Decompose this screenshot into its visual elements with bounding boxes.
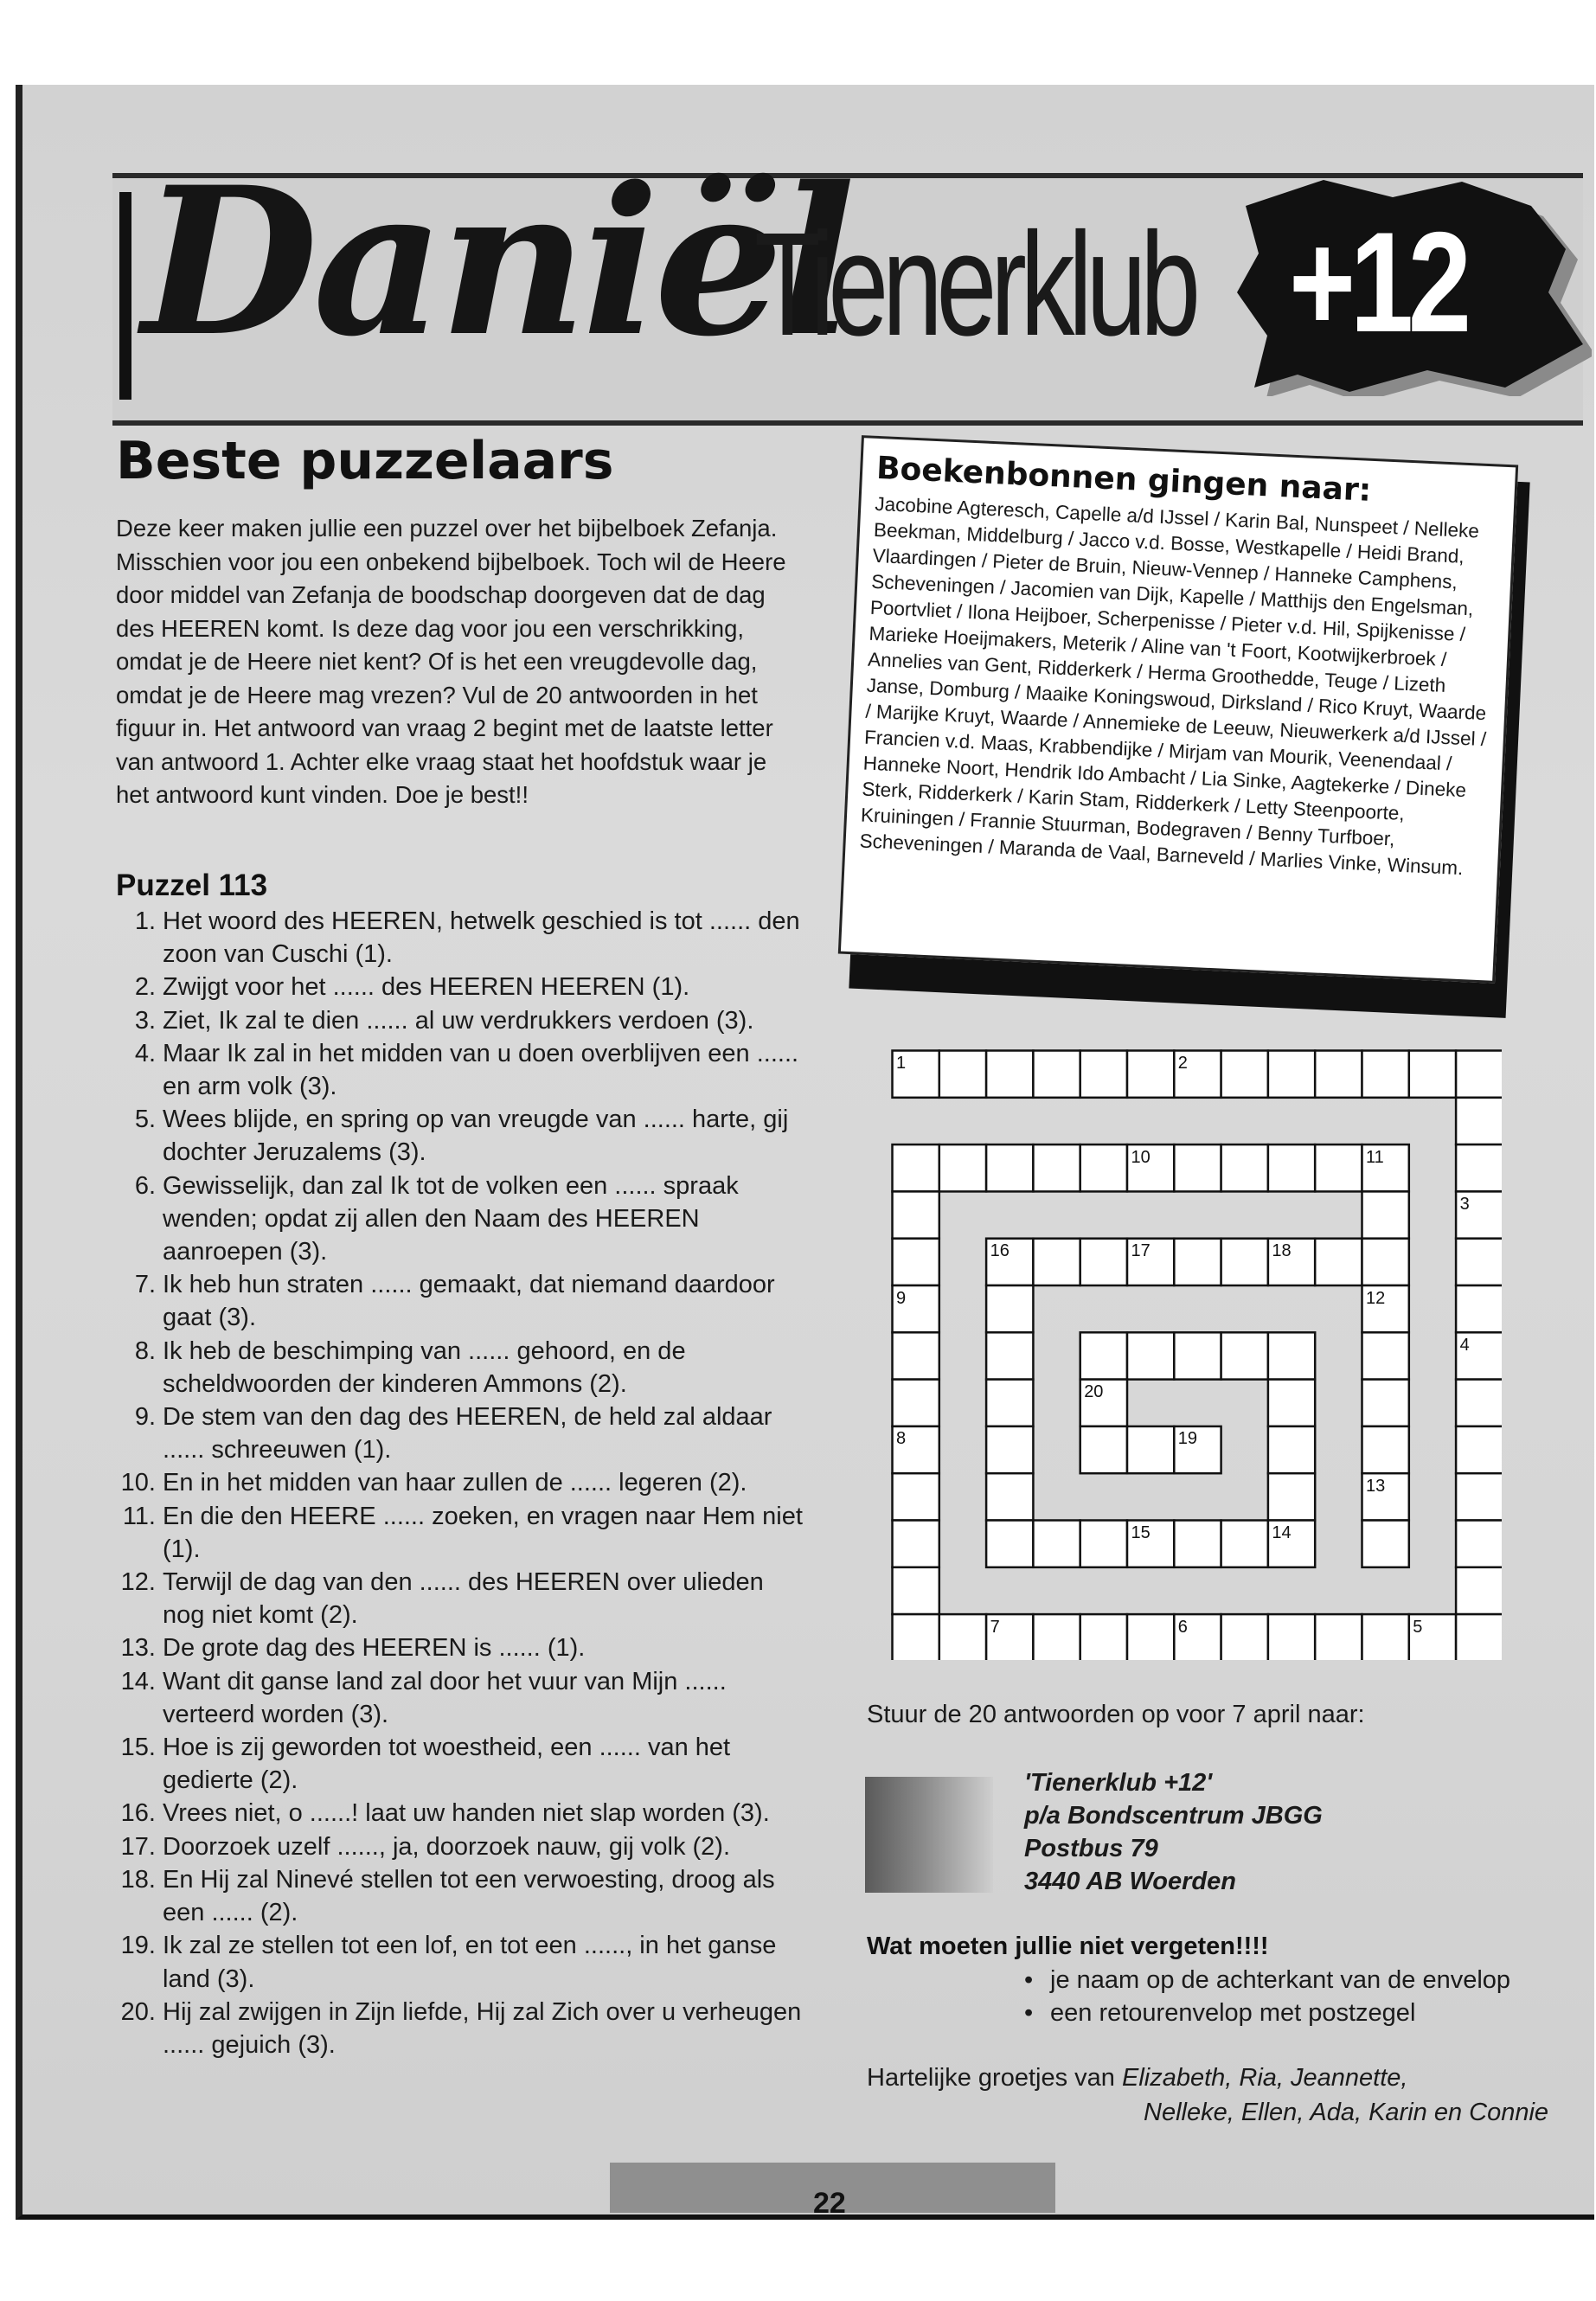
- question-item: [118, 1731, 810, 1797]
- grid-number: 10: [1131, 1147, 1151, 1167]
- question-number: 13.: [120, 1634, 156, 1663]
- question-text: Het woord des HEEREN, hetwelk geschied is tot ...... den zoon van Cuschi (1).: [163, 907, 800, 969]
- greeting-names-continued: Nelleke, Ellen, Ada, Karin en Connie: [1144, 2099, 1549, 2126]
- question-item: [118, 1996, 810, 2061]
- grid-number: 16: [990, 1241, 1010, 1261]
- question-text: Ik heb de beschimping van ...... gehoord, en de scheldwoorden der kinderen Ammons (2).: [163, 1336, 686, 1398]
- question-text: Gewisselijk, dan zal Ik tot de volken een ...... spraak wenden; opdat zij allen den Naam des HEEREN aanroepen (3).: [163, 1171, 739, 1266]
- question-number: 6.: [134, 1171, 156, 1200]
- question-item: [118, 1863, 810, 1929]
- grid-number: 2: [1177, 1054, 1188, 1073]
- question-item: [118, 1400, 810, 1466]
- question-number: 16.: [120, 1799, 156, 1828]
- reminder-item: • een retourenvelop met postzegel: [1021, 1997, 1510, 2029]
- question-item: [118, 905, 810, 971]
- grid-number: 7: [990, 1617, 1000, 1637]
- question-number: 11.: [122, 1502, 156, 1530]
- question-text: Want dit ganse land zal door het vuur van Mijn ...... verteerd worden (3).: [163, 1667, 727, 1728]
- reminder-item: • je naam op de achterkant van de envelop: [1021, 1964, 1510, 1997]
- page-number: 22: [813, 2187, 846, 2220]
- question-text: De grote dag des HEEREN is ...... (1).: [163, 1634, 586, 1663]
- intro-title: Beste puzzelaars: [116, 431, 614, 491]
- grid-number: 8: [896, 1429, 907, 1449]
- send-instruction: Stuur de 20 antwoorden op voor 7 april naar:: [867, 1701, 1365, 1728]
- question-number: 15.: [120, 1734, 156, 1762]
- winners-title: Boekenbonnen gingen naar:: [875, 450, 1373, 509]
- grid-number: 20: [1084, 1382, 1104, 1402]
- question-text: Hij zal zwijgen in Zijn liefde, Hij zal Zich over u verheugen ...... gejuich (3).: [163, 1997, 802, 2059]
- question-number: 7.: [134, 1271, 156, 1299]
- question-text: Terwijl de dag van den ...... des HEEREN over ulieden nog niet komt (2).: [163, 1568, 764, 1630]
- question-text: Zwijgt voor het ...... des HEEREN HEEREN (1).: [163, 973, 690, 1002]
- crossword-numbers: [891, 1049, 1502, 1660]
- question-item: [118, 1929, 810, 1995]
- reminder-title: Wat moeten jullie niet vergeten!!!!: [867, 1932, 1269, 1960]
- question-number: 4.: [134, 1039, 156, 1067]
- question-text: Hoe is zij geworden tot woestheid, een ...... van het gedierte (2).: [163, 1734, 731, 1795]
- question-item: [118, 1830, 810, 1863]
- question-number: 2.: [134, 973, 156, 1002]
- question-item: [118, 1665, 810, 1731]
- banner-bar: [119, 192, 131, 400]
- logo-script-daniel: Daniël: [142, 143, 850, 381]
- question-text: En die den HEERE ...... zoeken, en vragen naar Hem niet (1).: [163, 1502, 803, 1563]
- question-item: [118, 1631, 810, 1664]
- question-number: 19.: [120, 1932, 156, 1960]
- question-text: En in het midden van haar zullen de ...... legeren (2).: [163, 1469, 747, 1497]
- grid-number: 14: [1272, 1523, 1292, 1542]
- intro-text: Deze keer maken jullie een puzzel over het bijbelboek Zefanja. Misschien voor jou een onbekend bijbelboek. Toch wil de Heere door middel van Zefanja de boodschap doorgeven dat de dag des HEEREN komt. Is deze dag voor jou een verschrikking, omdat je de Heere niet kent? Of is het een vreugdevolle dag, omdat je de Heere mag vrezen? Vul de 20 antwoorden in het figuur in. Het antwoord van vraag 2 begint met de laatste letter van antwoord 1. Achter elke vraag staat het hoofdstuk waar je het antwoord kunt vinden. Doe je best!!: [116, 515, 786, 808]
- question-number: 12.: [120, 1568, 156, 1597]
- grid-number: 17: [1131, 1241, 1151, 1261]
- question-text: En Hij zal Ninevé stellen tot een verwoesting, droog als een ...... (2).: [163, 1865, 775, 1927]
- question-number: 18.: [120, 1865, 156, 1894]
- header-banner: [112, 143, 1583, 426]
- grid-number: 15: [1131, 1523, 1151, 1542]
- question-number: 9.: [134, 1403, 156, 1432]
- winners-list: Jacobine Agteresch, Capelle a/d IJssel / Karin Bal, Nunspeet / Nelleke Beekman, Middelburg / Jacco v.d. Bosse, Westkapelle / Heidi Brand, Vlaardingen / Pieter de Bruin, Nieuw-Vennep / Hanneke Camphens, Scheveningen / Jacomien van Dijk, Kapelle / Matthijs den Engelsman, Poortvliet / Ilona Heijboer, Scherpenisse / Pieter v.d. Hil, Spijkenisse / Marieke Hoeijmakers, Meterik / Aline van 't Foort, Kootwijkerbroek / Annelies van Gent, Ridderkerk / Herma Groothedde, Teuge / Lizeth Janse, Domburg / Maaike Koningswoud, Dirksland / Rico Kruyt, Waarde / Marijke Kruyt, Waarde / Annemieke de Leeuw, Nieuwerkerk a/d IJssel / Francien v.d. Maas, Krabbendijke / Mirjam van Mourik, Veenendaal / Hanneke Noort, Hendrik Ido Ambacht / Lia Sinke, Aagtekerke / Dineke Sterk, Ridderkerk / Karin Stam, Ridderkerk / Letty Steenpoorte, Kruiningen / Frannie Stuurman, Bodegraven / Benny Turfboer, Scheveningen / Maranda de Vaal, Barneveld / Marlies Vinke, Winsum.: [859, 492, 1487, 880]
- question-number: 10.: [120, 1469, 156, 1497]
- question-number: 14.: [120, 1667, 156, 1695]
- grid-number: 3: [1459, 1194, 1470, 1214]
- question-number: 17.: [120, 1832, 156, 1861]
- address-decoration: [865, 1777, 993, 1893]
- question-item: [118, 1335, 810, 1400]
- grid-number: 18: [1272, 1241, 1292, 1261]
- grid-number: 9: [896, 1288, 907, 1308]
- grid-number: 13: [1366, 1476, 1386, 1496]
- address-line: 'Tienerklub +12': [1024, 1769, 1213, 1797]
- question-number: 5.: [134, 1106, 156, 1134]
- address-line: p/a Bondscentrum JBGG: [1024, 1802, 1323, 1830]
- puzzle-title: Puzzel 113: [116, 868, 268, 902]
- question-item: [118, 1466, 810, 1499]
- question-number: 8.: [134, 1336, 156, 1365]
- question-text: Wees blijde, en spring op van vreugde van ...... harte, gij dochter Jeruzalems (3).: [163, 1106, 789, 1167]
- question-item: [118, 1500, 810, 1566]
- logo-tienerklub: Tienerklub: [754, 202, 1195, 367]
- question-number: 1.: [134, 907, 156, 935]
- reminder-list: [1021, 1964, 1510, 2029]
- question-text: Ziet, Ik zal te dien ...... al uw verdrukkers verdoen (3).: [163, 1006, 754, 1035]
- question-item: [118, 1797, 810, 1830]
- question-item: [118, 1037, 810, 1103]
- postal-address: [1024, 1766, 1323, 1898]
- winners-box: [838, 435, 1518, 984]
- question-item: [118, 1566, 810, 1631]
- address-line: 3440 AB Woerden: [1024, 1868, 1236, 1895]
- grid-number: 11: [1366, 1147, 1384, 1167]
- greeting-prefix: Hartelijke groetjes van: [867, 2064, 1122, 2092]
- question-item: [118, 1170, 810, 1269]
- question-text: Doorzoek uzelf ......, ja, doorzoek nauw, gij volk (2).: [163, 1832, 731, 1861]
- grid-number: 1: [896, 1054, 907, 1073]
- question-text: Vrees niet, o ......! laat uw handen niet slap worden (3).: [163, 1799, 770, 1828]
- question-item: [118, 1103, 810, 1169]
- question-text: Maar Ik zal in het midden van u doen overblijven een ...... en arm volk (3).: [163, 1039, 799, 1101]
- grid-number: 19: [1177, 1429, 1198, 1449]
- question-text: De stem van den dag des HEEREN, de held zal aldaar ...... schreeuwen (1).: [163, 1403, 772, 1465]
- grid-number: 12: [1366, 1288, 1386, 1308]
- question-number: 3.: [134, 1006, 156, 1035]
- question-item: [118, 971, 810, 1003]
- grid-number: 4: [1459, 1335, 1470, 1355]
- grid-number: 6: [1177, 1617, 1188, 1637]
- question-item: [118, 1004, 810, 1037]
- logo-plus-12: +12: [1289, 202, 1466, 362]
- greeting-names: Elizabeth, Ria, Jeannette,: [1121, 2064, 1408, 2092]
- grid-number: 5: [1413, 1617, 1423, 1637]
- question-text: Ik zal ze stellen tot een lof, en tot een ......, in het ganse land (3).: [163, 1932, 777, 1993]
- question-item: [118, 1268, 810, 1334]
- question-list: [118, 905, 810, 2061]
- question-number: 20.: [120, 1997, 156, 2026]
- question-text: Ik heb hun straten ...... gemaakt, dat niemand daardoor gaat (3).: [163, 1271, 775, 1332]
- greeting: [867, 2064, 1407, 2093]
- address-line: Postbus 79: [1024, 1835, 1158, 1862]
